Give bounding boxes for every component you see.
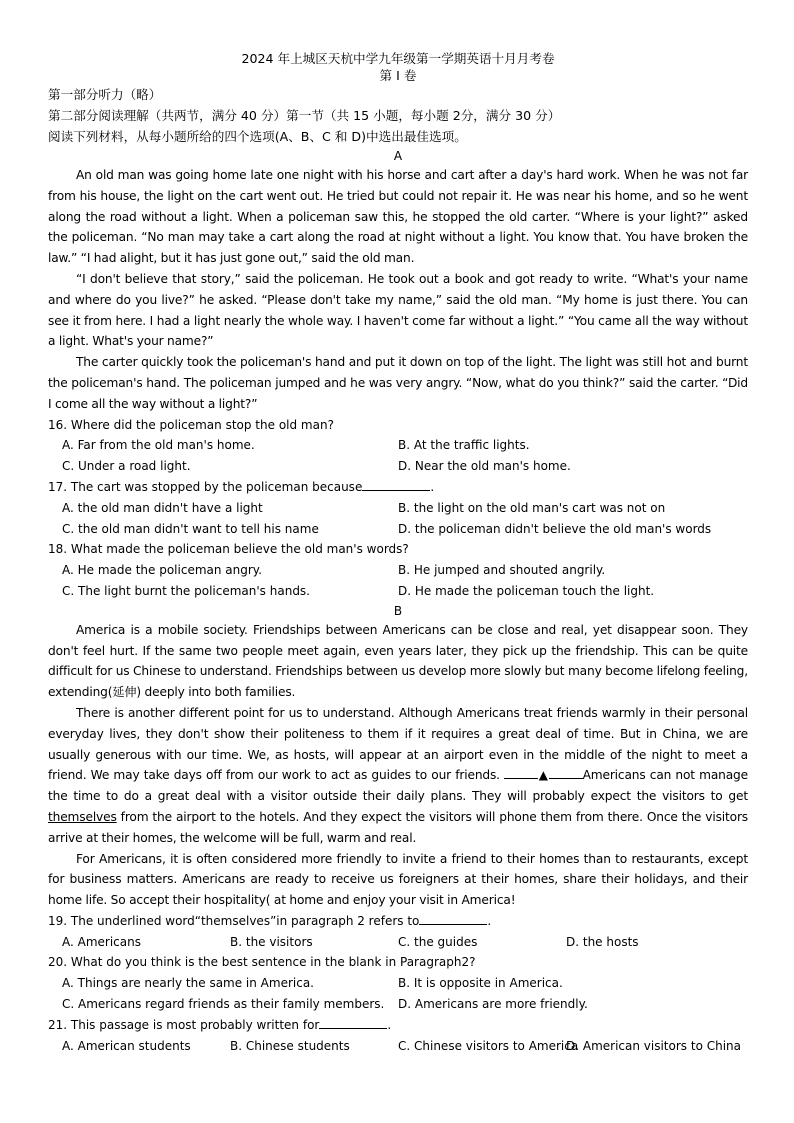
underlined-word: themselves bbox=[48, 809, 117, 824]
option-b[interactable]: B. At the traffic lights. bbox=[398, 438, 530, 453]
option-a[interactable]: A. Americans bbox=[62, 934, 141, 949]
option-c[interactable]: C. The light burnt the policeman's hands. bbox=[62, 583, 310, 598]
option-a[interactable]: A. Far from the old man's home. bbox=[62, 438, 255, 453]
paragraph-2-part-1: There is another different point for us to understand. Although Americans treat friends warmly in their personal everyday lives, they don't show their politeness to them if it requires a great deal of time. But in China, we are usually generous with our time. We, as hosts, will appear at an airport even in the middle of the night to meet a friend. We may take days off from our work to act as guides to our friends. bbox=[48, 705, 748, 783]
option-a[interactable]: A. the old man didn't have a light bbox=[62, 500, 263, 515]
option-d[interactable]: D. He made the policeman touch the light. bbox=[398, 583, 655, 598]
option-c[interactable]: C. the guides bbox=[398, 934, 478, 949]
exam-page bbox=[48, 50, 748, 1056]
question-stem-text: 17. The cart was stopped by the policeman because bbox=[48, 479, 363, 494]
passage-a-label: A bbox=[393, 149, 403, 163]
question-20 bbox=[48, 952, 748, 1014]
option-b[interactable]: B. Chinese students bbox=[230, 1038, 350, 1053]
question-stem-end: . bbox=[430, 479, 435, 494]
volume-label: 第 I 卷 bbox=[379, 68, 417, 83]
paragraph-2-part-2: Americans can not manage the time to do a great deal with a visitor outside their daily plans. They will probably expect the visitors to get bbox=[48, 768, 748, 804]
option-b[interactable]: B. the light on the old man's cart was not on bbox=[398, 500, 666, 515]
question-stem: 18. What made the policeman believe the old man's words? bbox=[48, 542, 409, 557]
passage-a-paragraph-2: “I don't believe that story,” said the policeman. He took out a book and got ready to write. “What's your name and where do you live?” he asked. “Please don't take my name,” said the old man. “My home is just there. You can see it from here. I had a light nearly the whole way. I haven't come far without a light.” “You came all the way without a light. What's your name?” bbox=[48, 271, 748, 349]
question-stem-text: 19. The underlined word“themselves”in paragraph 2 refers to bbox=[48, 913, 420, 928]
question-16 bbox=[48, 415, 748, 477]
question-stem bbox=[48, 911, 748, 932]
question-21 bbox=[48, 1015, 748, 1057]
answer-blank[interactable] bbox=[419, 913, 487, 925]
question-stem bbox=[48, 1015, 748, 1036]
passage-a-paragraph-3: The carter quickly took the policeman's hand and put it down on top of the light. The light was still hot and burnt the policeman's hand. The policeman jumped and he was very angry. “Now, what do you think?” said the carter. “Did I come all the way without a light?” bbox=[48, 355, 748, 411]
option-b[interactable]: B. He jumped and shouted angrily. bbox=[398, 563, 606, 578]
exam-title: 2024 年上城区天杭中学九年级第一学期英语十月月考卷 bbox=[241, 51, 555, 66]
passage-b-paragraph-3: For Americans, it is often considered more friendly to invite a friend to their homes than to restaurants, except for business matters. Americans are ready to receive us foreigners at their homes, share their holidays, and their home life. So accept their hospitality( at home and enjoy your visit in America! bbox=[48, 851, 748, 908]
question-stem: 20. What do you think is the best sentence in the blank in Paragraph2? bbox=[48, 955, 476, 970]
answer-blank[interactable] bbox=[362, 479, 430, 491]
question-17 bbox=[48, 477, 748, 539]
option-c[interactable]: C. the old man didn't want to tell his name bbox=[62, 521, 319, 536]
option-a[interactable]: A. He made the policeman angry. bbox=[62, 563, 262, 578]
option-c[interactable]: C. Americans regard friends as their family members. bbox=[62, 997, 385, 1012]
option-d[interactable]: D. the hosts bbox=[566, 934, 639, 949]
paragraph-2-part-3: from the airport to the hotels. And they expect the visitors will phone them from there. Once the visitors arrive at their homes, the welcome will be full, warm and real. bbox=[48, 809, 748, 845]
passage-b-paragraph-2 bbox=[48, 703, 748, 849]
option-b[interactable]: B. It is opposite in America. bbox=[398, 976, 563, 991]
question-18 bbox=[48, 539, 748, 601]
passage-b-paragraph-1: America is a mobile society. Friendships between Americans can be close and real, yet disappear soon. They don't feel hurt. If the same two people meet again, even years later, they pick up the friendship. This can be quite difficult for us Chinese to understand. Friendships between us develop more slowly but many become lifelong feeling, extending(延伸) deeply into both families. bbox=[48, 622, 748, 700]
blank-right bbox=[549, 767, 583, 779]
option-d[interactable]: D. the policeman didn't believe the old man's words bbox=[398, 521, 712, 536]
question-stem-text: 21. This passage is most probably written for bbox=[48, 1017, 320, 1032]
passage-a-paragraph-1: An old man was going home late one night with his horse and cart after a day's hard work. When he was not far from his house, the light on the cart went out. He tried but could not repair it. He was near his home, and so he went along the road without a light. When a policeman saw this, he stopped the old carter. “Where is your light?” asked the policeman. “No man may take a cart along the road at night without a light. You know that. You have broken the law.” “I had alight, but it has just gone out,” said the old man. bbox=[48, 168, 748, 266]
option-a[interactable]: A. Things are nearly the same in America. bbox=[62, 976, 314, 991]
passage-b-label: B bbox=[393, 603, 403, 618]
option-d[interactable]: D. Americans are more friendly. bbox=[398, 997, 588, 1012]
option-c[interactable]: C. Under a road light. bbox=[62, 459, 191, 474]
answer-blank[interactable] bbox=[319, 1017, 387, 1029]
question-stem-end: . bbox=[387, 1017, 392, 1032]
part-one-heading: 第一部分听力（略） bbox=[48, 87, 162, 102]
question-stem bbox=[48, 477, 748, 498]
question-19 bbox=[48, 911, 748, 953]
part-two-heading: 第二部分阅读理解（共两节，满分 40 分）第一节（共 15 小题，每小题 2分，满分 30 分） bbox=[48, 108, 561, 123]
blank-left bbox=[504, 767, 538, 779]
option-b[interactable]: B. the visitors bbox=[230, 934, 313, 949]
option-c[interactable]: C. Chinese visitors to America bbox=[398, 1038, 579, 1053]
question-stem: 16. Where did the policeman stop the old man? bbox=[48, 417, 334, 432]
option-d[interactable]: D. American visitors to China bbox=[566, 1038, 741, 1053]
option-d[interactable]: D. Near the old man's home. bbox=[398, 459, 571, 474]
blank-marker: ▲ bbox=[538, 768, 549, 783]
question-stem-end: . bbox=[487, 913, 492, 928]
option-a[interactable]: A. American students bbox=[62, 1038, 191, 1053]
reading-instruction: 阅读下列材料，从每小题所给的四个选项(A、B、C 和 D)中选出最佳选项。 bbox=[48, 129, 467, 144]
